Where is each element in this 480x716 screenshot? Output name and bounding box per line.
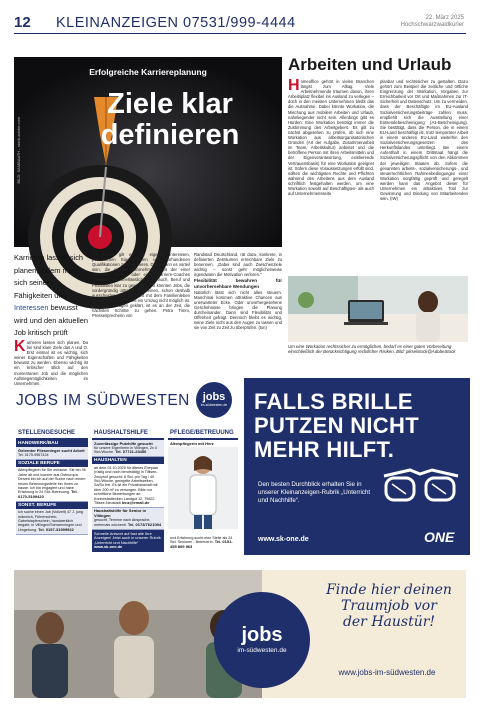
ad-phone: Tel. 0170-5199420 xyxy=(18,489,78,499)
article-intro xyxy=(14,252,88,340)
glasses-icon xyxy=(380,462,462,512)
col3-text-b: Natürlich lässt sich nicht alles steuern. Manchmal kommen attraktive Chancen aus unerwarteter Ecke. Oder unvorhergesehene Geschehnisse bringen die Planung durcheinander. Dann sind Flexibilität und Offenheit gefragt. Dennoch bleibt es wichtig, seine Ziele nicht aus den Augen zu lassen und sie von Zeit zu Zeit zu überprüfen. (txn) xyxy=(194,289,282,331)
category-handwerk: HANDWERK/BAU xyxy=(16,440,88,447)
page-number: 12 xyxy=(14,14,31,31)
ad-title: Haushaltshilfe für Senior in Villingen xyxy=(94,508,147,518)
jobs-logo-text: jobs xyxy=(202,391,226,403)
col3-text: Randstad Deutschland, rät dazu, konkrete, in definierten Zeiträumen erreichbare Ziele zu benennen. „Dabei sind auch Zwischenziele wichtig – sonst geht möglicherweise irgendwann die Motivation verloren.“ xyxy=(194,252,282,278)
slogan-line3: der Haustür! xyxy=(342,614,436,630)
mini-promo-url: www.sk-one.de xyxy=(94,544,123,550)
article-left-col2: Als erstes gilt es, die eigenen Interessen, persönlichen Eigenschaften und vorhandenen Qualifikationen zu analysieren. Dabei kann es vorteil sein, die eigene Wahrnehmung mit der einer vertrauten Person oder eines Karriere-Coaches abzugleichen. Unerlässlich ist es auch, Beruf und Privatleben klar zu gewichten. So könnten Jobs, die vordergründig attraktiv erscheinen, schon deshalb ausscheiden, weil sie nicht mit dem Familienleben vereinbar sind oder weil ein Umzug nicht möglich ist. Sind diese Fragen geklärt, ist es an der Zeit, die nächsten Schritte zu gehen. Petra Timm, Pressesprecherin von xyxy=(92,252,190,319)
hero-headline xyxy=(58,89,282,151)
bottom-ad-panel xyxy=(237,570,466,698)
article-left-col1-text: arrieren lassen sich planen. Da bei sind klare Ziele das A und O. Erst einmal ist es wichtig, sich seiner Eigenschaften und Fähigkeiten bewusst zu werden. Ebenso wichtig ist ein kritischer Blick auf den momentanen Job und die möglichen Aufstiegsmöglichkeiten im Unternehmen. xyxy=(14,340,88,386)
photo-caption: Um eine Workation rechtssicher zu ermöglichen, bedarf es einer guten Vorbereitung einschließlich der Berücksichtigung rechtlicher Risiken. Bild: pikselstock@AdobeStock xyxy=(288,344,456,355)
column-pflege xyxy=(168,428,238,564)
classified-ad[interactable] xyxy=(92,440,164,457)
ad-phone: Tel. 0175-9967424 xyxy=(18,452,49,457)
promo-headline-line2: PUTZEN NICHT xyxy=(254,413,419,438)
promo-headline-line3: MEHR HILFT. xyxy=(254,437,395,462)
promo-headline xyxy=(254,390,419,462)
header-rule xyxy=(14,33,466,34)
article-right-col1 xyxy=(288,79,374,272)
ad-text: ab dem 01.10.2025 für älteres Ehepaar (rüstig und noch berufstätig) in Tiflisen-Zwoyhof gesucht: 8 Std. pro Tag / 40 Std./Woche, geregelte Arbeitszeiten, Sa/So frei. Es ist ein Privathaushalt mit über 200 m² zu versorgen. Bitte nur schriftliche Bewerbungen an: Kontorstadtecken Landgut 12, 79822 Titisee-Neustadt xyxy=(94,465,159,505)
promo-url[interactable]: www.sk-one.de xyxy=(258,536,309,543)
classified-ad[interactable] xyxy=(16,447,88,460)
dart-board-illustration xyxy=(14,57,282,247)
laptop-beach-illustration xyxy=(288,276,468,342)
ad-phone: Tel. 07721-23456 xyxy=(115,449,147,455)
jobs-logo-subtext: im-südwesten.de xyxy=(200,403,228,407)
hero-subtitle: Erfolgreiche Karriereplanung xyxy=(89,67,207,77)
ad-phone: Tel. 0151-455 809 963 xyxy=(170,539,233,549)
section-title: KLEINANZEIGEN 07531/999-4444 xyxy=(56,15,296,31)
article-right-col1-text: omeoffice gehört in vielen Branchen längst zum Alltag. Viele Arbeitnehmende träumen davon, ihren Arbeitsplatz flexibel ins Ausland zu verlegen – doch in den meisten Unternehmen bleibt das die Ausnahme. Dabei könnte Workation, die Mischung aus mobilem Arbeiten und Urlaub, naheliegender nicht sein. Allerdings gibt es Hürden: Eine Workation benötigt immer die Zustimmung des Arbeitgebers. Es gilt zu nächst abgesehen zu prüfen, ob sich eine Workation aus arbeitsorganisatorischen Gründen (Art der Aufgabe, Zusammenarbeit im Team, Arbeitskultur) anbietet und die betroffene Person mit ihren Arbeitsmitteln und der Eigenverantwortung, existierende Vertrauensbasis) für eine Workation geeignet ist. Sofern diese Voraussetzungen erfüllt sind, sollten die wichtigsten Rechte und Pflichten während des Arbeitens aus dem Ausland schriftlich festgehalten werden, um eine Workation sowohl auf Beschäftigten- als auch auf Unternehmensseite xyxy=(288,79,374,197)
bottom-url[interactable]: www.jobs-im-südwesten.de xyxy=(338,668,436,677)
category-sonst: SONST. BERUFE xyxy=(16,502,88,509)
hero-image xyxy=(14,57,282,247)
bottom-slogan xyxy=(316,582,462,630)
workation-photo xyxy=(288,276,468,342)
column-haushaltshilfe xyxy=(92,428,164,564)
jobs-section-title: JOBS IM SÜDWESTEN xyxy=(16,392,190,409)
colhead-pflege: PFLEGE/BETREUUNG xyxy=(168,428,238,440)
promo-text: Den besten Durchblick erhalten Sie in unserer Kleinanzeigen-Rubrik „Unterricht und Nachhilfe“. xyxy=(258,481,371,504)
pflege-ad-body[interactable] xyxy=(168,534,238,550)
intro-text: Karrieren lassen sich planen, indem man sich seiner Fähigkeiten und Interessen bewusst wird und den aktuellen Job kritisch prüft xyxy=(14,253,88,337)
promo-headline-line1: FALLS BRILLE xyxy=(254,389,413,414)
hero-credit: BILD: SAMBAATH - stock.adobe.com xyxy=(16,117,21,184)
classified-ad[interactable] xyxy=(92,508,164,530)
classified-ad[interactable] xyxy=(92,464,164,508)
article-headline: Arbeiten und Urlaub xyxy=(288,55,452,74)
ad-email: lenz@email.de xyxy=(121,499,150,505)
article-left-col1 xyxy=(14,338,88,386)
nurse-photo xyxy=(168,447,238,529)
ad-text: Ich suche einen Job (Vollzeit) 47 J. jung männlich, Führerschein, Gabelstaplerschein, handwerklich begabt, in Villingen/Schwenningen und Umgebung. xyxy=(18,510,83,532)
ad-text: Altenpflegerin für Sie zuhause. Sie bin 36 Jahre alt und komme aus Osteuropa. Derzeit bin ich auf der Suche nach einem neuen Betreuungsstelle bei Ihnen zu hause. Ich bin engagiert und habe Erfahrung in 24 Std.-Betreuung. xyxy=(18,468,86,495)
category-haushalten: HAUSHALTEN xyxy=(92,457,164,464)
pflege-ad-title[interactable] xyxy=(168,440,238,447)
intro-highlight: Interessen xyxy=(14,303,49,312)
slogan-line2: Traumjob vor xyxy=(341,598,437,614)
article-left-col3 xyxy=(194,252,282,380)
mini-promo[interactable] xyxy=(92,530,164,552)
ad-phone: Tel. 0173/7621094 xyxy=(127,521,162,527)
promo-ad[interactable] xyxy=(244,378,470,555)
bottom-jobs-logo xyxy=(214,592,310,688)
col3-subhead: Flexibilität bewahren für unvorhersehbare Wendungen xyxy=(194,278,282,289)
colhead-stellengesuche: STELLENGESUCHE xyxy=(16,428,88,440)
ad-text: Gelernter Fliesenleger sucht Arbeit xyxy=(18,447,85,453)
ad-text: gesucht, Termine nach Absprache, mehrmals wöchentl. xyxy=(94,518,151,527)
ad-title: Altenpflegerin mit Herz xyxy=(170,440,214,446)
hero-headline-line2: definieren xyxy=(100,119,240,151)
bottom-logo-text: jobs xyxy=(241,624,283,646)
ad-title: Zuverlässige Putzhilfe gesucht xyxy=(94,440,153,446)
drop-cap-k: K xyxy=(14,338,26,355)
ad-text: für unsere Eigenheim in Villingen, 2x 4 Std./Woche. xyxy=(94,445,157,455)
ad-phone: Tel. 0157-31909922 xyxy=(38,526,74,532)
edition-text: Hochschwarzwaldkurier xyxy=(400,22,464,28)
mini-promo-text: Schnelle Antwort auf fast alle Ihre Anzeigen! Jetzt auch in unserer Rubrik „Unterricht und Nachhilfe“ xyxy=(94,530,161,545)
classified-ad[interactable] xyxy=(16,509,88,535)
classified-ad[interactable] xyxy=(16,467,88,502)
drop-cap: H xyxy=(288,77,300,94)
ad-text: und Erfahrung sucht eine Stelle als 24 Std. Senioren - Betreuerin. xyxy=(170,535,233,545)
column-stellengesuche xyxy=(16,428,88,564)
slogan-line1: Finde hier deinen xyxy=(326,582,452,598)
jobs-logo xyxy=(196,382,232,418)
header-date xyxy=(401,15,464,29)
colhead-haushalt: HAUSHALTSHILFE xyxy=(92,428,164,440)
date-text: 22. März 2025 xyxy=(425,15,464,21)
category-soziale: SOZIALE BERUFE xyxy=(16,460,88,467)
bottom-logo-subtext: im-südwesten.de xyxy=(237,647,287,654)
promo-brand: ONE xyxy=(424,529,455,545)
article-right-col2: planbar und rechtssicher zu gestalten. Dazu gehört zum Beispiel die zeitliche und örtliche Eingrenzung der Workation, Vorgaben zur Erreichbarkeit vor Ort und Maßnahmen zur IT-Sicherheit und Datenschutz. Um zu vermeiden, dass der Beschäftigte im EU-Ausland Sozialversicherungsbeiträge zahlen muss, empfiehlt sich die Ausstellung einer Entsendebescheinigung (A1-Bescheinigung). Sie bestätigt, dass die Person, die in einem EU-Land beschäftigt ist, trotz temporärer Arbeit in einem anderen EU-Land weiterhin den Sozialversicherungsgesetzen des Herkunftslandes unterliegt. Bei einem Aufenthalt in einem Drittstaat hängt die Sozialversicherungspflicht von den Abkommen der jeweiligen Staaten ab. Sofern die genannten arbeits-, sozialversicherungs-, und steuerrechtlichen Rahmenbedingungen einer Workation sorgfältig geprüft und geregelt werden kann das Angebot dieser für Unternehmen ein attraktives Tool zur Gewinnung und Bindung von Mitarbeitenden sein. (IW) xyxy=(380,79,468,202)
hero-headline-line1: Ziele klar xyxy=(107,88,233,120)
